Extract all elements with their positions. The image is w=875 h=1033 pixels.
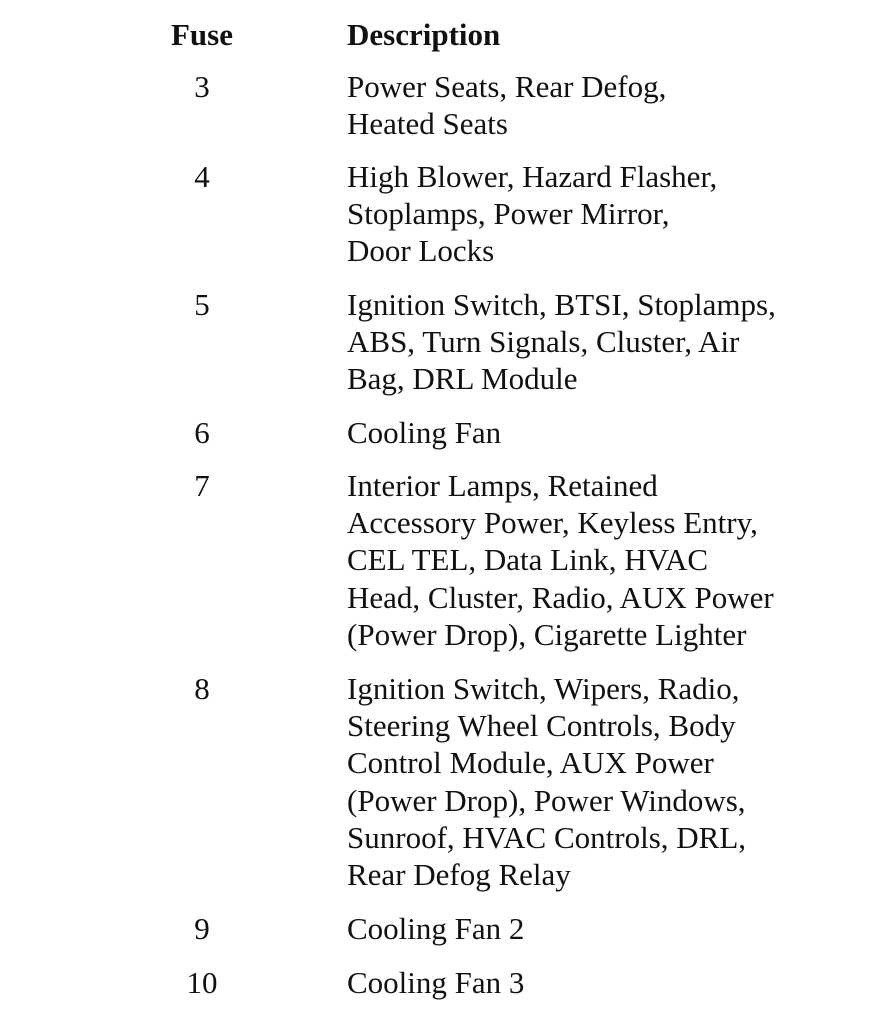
description-line: Bag, DRL Module [347,361,578,397]
header-description: Description [347,17,501,52]
fuse-table [0,14,875,1010]
description-line: Door Locks [347,233,495,269]
fuse-number: 9 [194,911,210,946]
fuse-number: 5 [194,287,210,322]
description-line: Control Module, AUX Power [347,745,714,781]
table-header [0,14,875,64]
description-line: Accessory Power, Keyless Entry, [347,505,758,541]
fuse-description [347,68,666,142]
fuse-number: 6 [194,415,210,450]
description-line: Cooling Fan 2 [347,911,525,946]
fuse-description [347,910,524,947]
fuse-number: 10 [186,965,218,1000]
fuse-description [347,158,717,270]
description-line: Cooling Fan 3 [347,965,525,1000]
description-line: Interior Lamps, Retained [347,468,658,503]
table-row [0,463,875,665]
description-line: Power Seats, Rear Defog, [347,69,667,104]
description-line: Rear Defog Relay [347,857,571,893]
table-row [0,665,875,905]
fuse-description [347,414,501,451]
fuse-number: 4 [194,159,210,194]
table-row [0,905,875,960]
description-line: Cooling Fan [347,415,502,450]
description-line: Stoplamps, Power Mirror, [347,196,670,232]
fuse-number: 7 [194,468,210,503]
description-line: Head, Cluster, Radio, AUX Power [347,579,774,615]
header-fuse: Fuse [171,17,233,52]
fuse-number: 3 [194,69,210,104]
description-line: Sunroof, HVAC Controls, DRL, [347,819,747,855]
table-row [0,960,875,1010]
fuse-number: 8 [194,671,210,706]
description-line: Ignition Switch, Wipers, Radio, [347,671,740,706]
fuse-description [347,467,774,653]
table-row [0,154,875,281]
fuse-description [347,670,746,893]
table-row [0,409,875,463]
description-line: ABS, Turn Signals, Cluster, Air [347,324,740,360]
description-line: (Power Drop), Power Windows, [347,782,746,818]
description-line: (Power Drop), Cigarette Lighter [347,616,747,652]
description-line: Heated Seats [347,106,508,142]
table-row [0,281,875,409]
description-line: Steering Wheel Controls, Body [347,708,736,744]
table-row [0,64,875,154]
description-line: Ignition Switch, BTSI, Stoplamps, [347,287,776,322]
fuse-description [347,286,776,398]
description-line: CEL TEL, Data Link, HVAC [347,542,709,578]
fuse-description [347,964,524,1001]
description-line: High Blower, Hazard Flasher, [347,159,718,194]
